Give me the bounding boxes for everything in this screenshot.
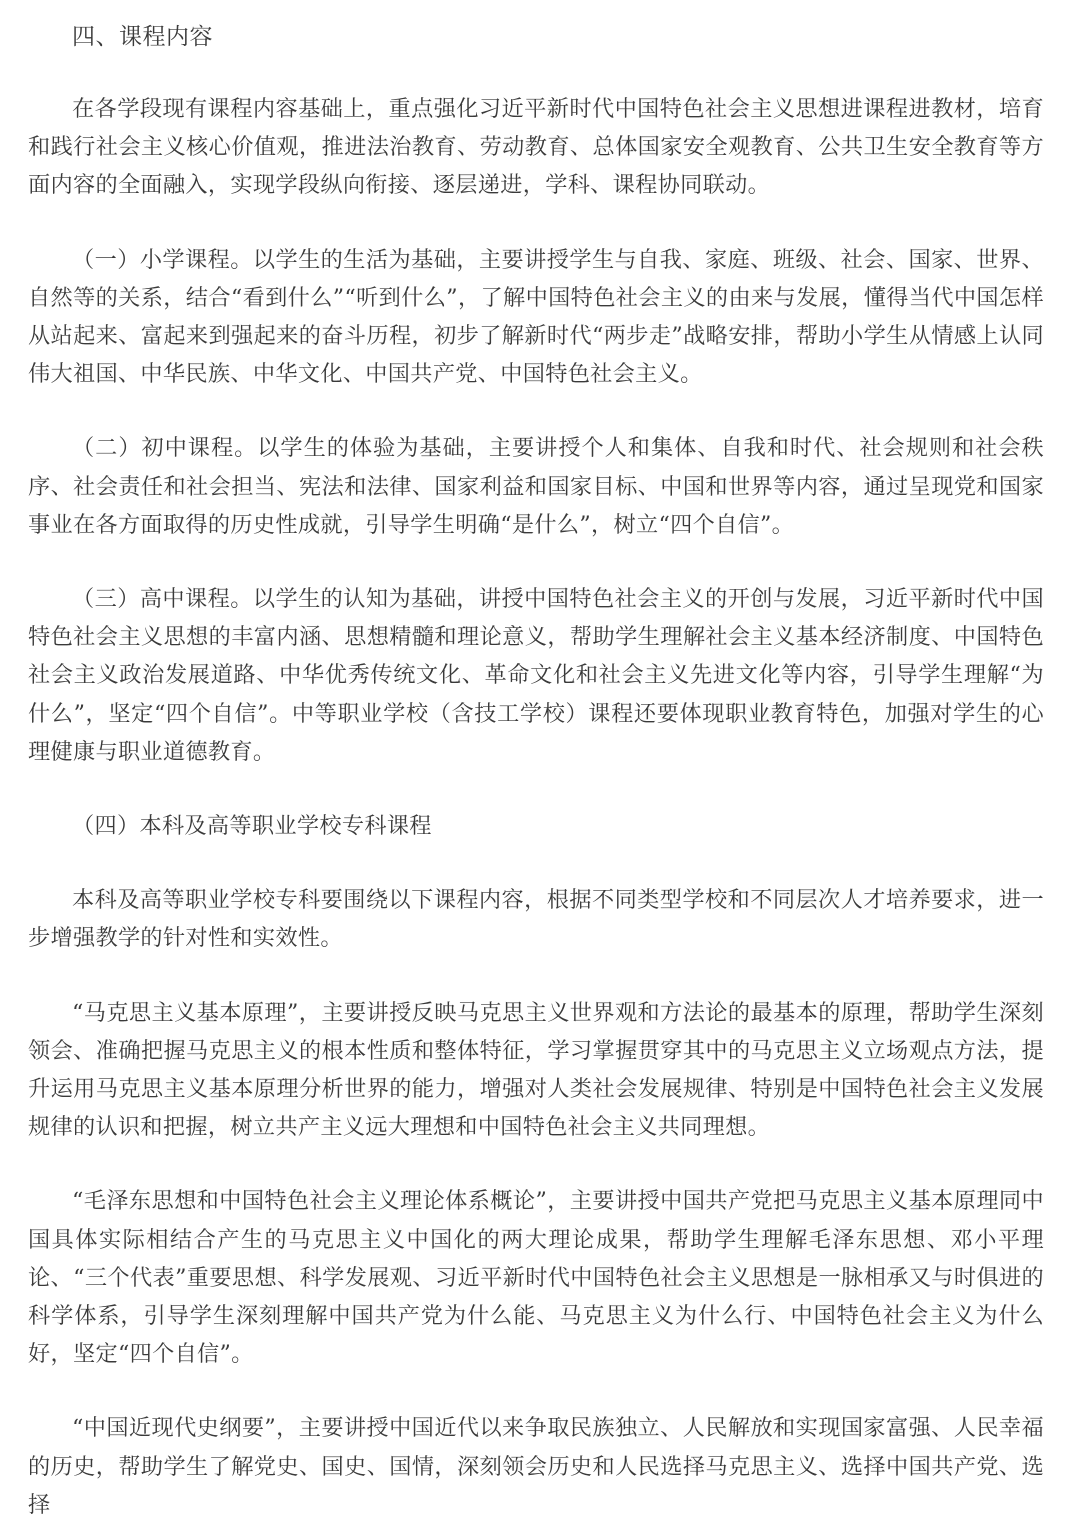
senior-high-paragraph: （三）高中课程。以学生的认知为基础，讲授中国特色社会主义的开创与发展，习近平新时代中国特色社会主义思想的丰富内涵、思想精髓和理论意义，帮助学生理解社会主义基本经济制度、中国特色社会主义政治发展道路、中华优秀传统文化、革命文化和社会主义先进文化等内容，引导学生理解“为什么”，坚定“四个自信”。中等职业学校（含技工学校）课程还要体现职业教育特色，加强对学生的心理健康与职业道德教育。 <box>28 586 1044 765</box>
junior-high-paragraph: （二）初中课程。以学生的体验为基础，主要讲授个人和集体、自我和时代、社会规则和社会秩序、社会责任和社会担当、宪法和法律、国家利益和国家目标、中国和世界等内容，通过呈现党和国家事业在各方面取得的历史性成就，引导学生明确“是什么”，树立“四个自信”。 <box>28 435 1044 538</box>
university-intro-paragraph: 本科及高等职业学校专科要围绕以下课程内容，根据不同类型学校和不同层次人才培养要求，进一步增强教学的针对性和实效性。 <box>28 887 1044 952</box>
intro-paragraph: 在各学段现有课程内容基础上，重点强化习近平新时代中国特色社会主义思想进课程进教材，培育和践行社会主义核心价值观，推进法治教育、劳动教育、总体国家安全观教育、公共卫生安全教育等方面内容的全面融入，实现学段纵向衔接、逐层递进，学科、课程协同联动。 <box>28 96 1044 199</box>
document-page <box>28 18 1044 1524</box>
university-subheading: （四）本科及高等职业学校专科课程 <box>72 813 432 840</box>
primary-school-paragraph: （一）小学课程。以学生的生活为基础，主要讲授学生与自我、家庭、班级、社会、国家、世界、自然等的关系，结合“看到什么”“听到什么”，了解中国特色社会主义的由来与发展，懂得当代中国怎样从站起来、富起来到强起来的奋斗历程，初步了解新时代“两步走”战略安排，帮助小学生从情感上认同伟大祖国、中华民族、中华文化、中国共产党、中国特色社会主义。 <box>28 246 1044 388</box>
section-heading: 四、课程内容 <box>72 24 213 50</box>
mao-theory-paragraph: “毛泽东思想和中国特色社会主义理论体系概论”，主要讲授中国共产党把马克思主义基本原理同中国具体实际相结合产生的马克思主义中国化的两大理论成果，帮助学生理解毛泽东思想、邓小平理论、“三个代表”重要思想、科学发展观、习近平新时代中国特色社会主义思想是一脉相承又与时俱进的科学体系，引导学生深刻理解中国共产党为什么能、马克思主义为什么行、中国特色社会主义为什么好，坚定“四个自信”。 <box>28 1188 1044 1368</box>
marxism-principles-paragraph: “马克思主义基本原理”，主要讲授反映马克思主义世界观和方法论的最基本的原理，帮助学生深刻领会、准确把握马克思主义的根本性质和整体特征，学习掌握贯穿其中的马克思主义立场观点方法，提升运用马克思主义基本原理分析世界的能力，增强对人类社会发展规律、特别是中国特色社会主义发展规律的认识和把握，树立共产主义远大理想和中国特色社会主义共同理想。 <box>28 999 1044 1141</box>
modern-history-paragraph: “中国近现代史纲要”，主要讲授中国近代以来争取民族独立、人民解放和实现国家富强、人民幸福的历史，帮助学生了解党史、国史、国情，深刻领会历史和人民选择马克思主义、选择中国共产党、选择 <box>28 1415 1044 1518</box>
